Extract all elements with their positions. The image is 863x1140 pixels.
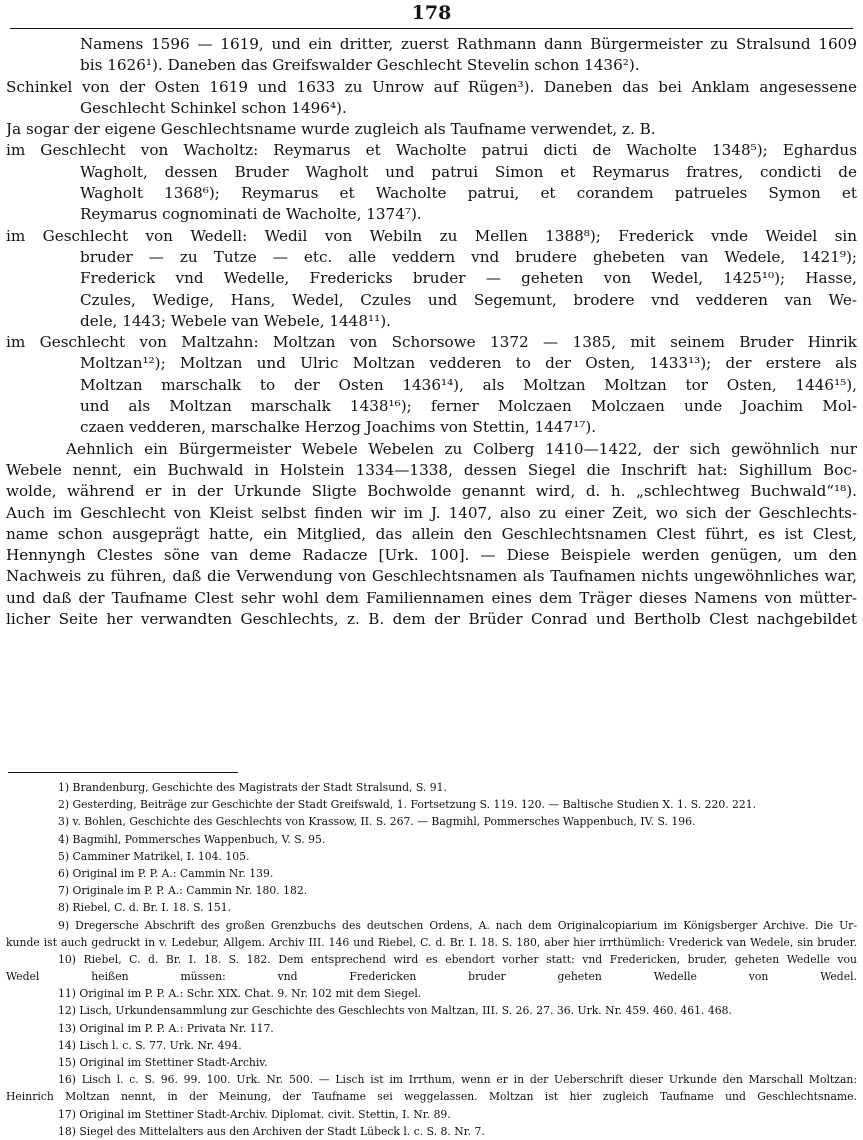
body-line: Schinkel von der Osten 1619 und 1633 zu Unrow auf Rügen³). Daneben das bei Anklam angesessene	[6, 77, 857, 96]
footnote-line: 15) Original im Stettiner Stadt-Archiv.	[58, 1056, 268, 1069]
body-line: im Geschlecht von Wacholtz: Reymarus et Wacholte patrui dicti de Wacholte 1348⁵); Eghardus	[6, 141, 857, 160]
body-line: czaen vedderen, marschalke Herzog Joachims von Stettin, 1447¹⁷).	[80, 418, 597, 437]
body-line: Namens 1596 — 1619, und ein dritter, zuerst Rathmann dann Bürgermeister zu Stralsund 1609	[80, 35, 857, 53]
body-line: wolde, während er in der Urkunde Sligte Bochwolde genannt wird, d. h. „schlechtweg Buchwald“¹⁸).	[6, 482, 857, 501]
footnote-line: 6) Original im P. P. A.: Cammin Nr. 139.	[58, 866, 274, 880]
body-line: und daß der Taufname Clest sehr wohl dem Familiennamen eines dem Träger dieses Namens von mütter-	[6, 588, 857, 607]
body-line: Moltzan¹²); Moltzan und Ulric Moltzan vedderen to der Osten, 1433¹³); der erstere als	[80, 354, 857, 373]
footnote-line: 16) Lisch l. c. S. 96. 99. 100. Urk. Nr. 500. — Lisch ist im Irrthum, wenn er in der Ueberschrift dieser Urkunde den Marschall Moltzan:	[58, 1073, 857, 1087]
footnotes	[6, 779, 857, 1140]
footnote-line: 17) Original im Stettiner Stadt-Archiv. Diplomat. civit. Stettin, I. Nr. 89.	[58, 1107, 451, 1121]
body-line: bruder — zu Tutze — etc. alle veddern vnd brudere ghebeten van Wedele, 1421⁹);	[80, 247, 857, 266]
body-line: Aehnlich ein Bürgermeister Webele Webelen zu Colberg 1410—1422, der sich gewöhnlich nur	[66, 439, 857, 458]
footnote-line: Heinrich Moltzan nennt, in der Meinung, der Taufname sei weggelassen. Moltzan ist hier zugleich Taufname und Geschlechtsname.	[6, 1090, 857, 1104]
body-line: Ja sogar der eigene Geschlechtsname wurde zugleich als Taufname verwendet, z. B.	[6, 120, 656, 139]
footnote-line: 2) Gesterding, Beiträge zur Geschichte der Stadt Greifswald, 1. Fortsetzung S. 119. 120. — Baltische Studien X. 1. S. 220. 221.	[58, 798, 757, 812]
footnote-line: Wedel heißen müssen: vnd Fredericken bruder geheten Wedelle von Wedel.	[6, 970, 857, 984]
body-text	[6, 34, 857, 630]
body-line: Nachweis zu führen, daß die Verwendung von Geschlechtsnamen als Taufnamen nichts ungewöhnliches war,	[6, 567, 857, 586]
footnote-line: 5) Camminer Matrikel, I. 104. 105.	[58, 849, 250, 863]
footnote-line: 4) Bagmihl, Pommersches Wappenbuch, V. S. 95.	[58, 832, 326, 846]
footnote-line: 10) Riebel, C. d. Br. I. 18. S. 182. Dem entsprechend wird es ebendort vorher statt: vnd Fredericken, bruder, geheten Wedelle vou	[58, 952, 857, 966]
body-line: Reymarus cognominati de Wacholte, 1374⁷).	[80, 205, 422, 224]
page-number: 178	[411, 2, 452, 24]
body-line: Webele nennt, ein Buchwald in Holstein 1334—1338, dessen Siegel die Inschrift hat: Sighillum Boc-	[6, 460, 857, 479]
footnote-rule	[8, 772, 238, 773]
header-rule	[10, 28, 853, 29]
body-line: Geschlecht Schinkel schon 1496⁴).	[80, 98, 347, 117]
footnote-line: 11) Original im P. P. A.: Schr. XIX. Chat. 9. Nr. 102 mit dem Siegel.	[58, 987, 422, 1001]
footnote-line: 1) Brandenburg, Geschichte des Magistrats der Stadt Stralsund, S. 91.	[58, 781, 447, 794]
body-line: im Geschlecht von Wedell: Wedil von Webiln zu Mellen 1388⁸); Frederick vnde Weidel sin	[6, 226, 857, 245]
body-line: Moltzan marschalk to der Osten 1436¹⁴), als Moltzan Moltzan tor Osten, 1446¹⁵),	[80, 375, 857, 394]
footnote-line: 3) v. Bohlen, Geschichte des Geschlechts von Krassow, II. S. 267. — Bagmihl, Pommersches Wappenbuch, IV. S. 196.	[58, 815, 696, 829]
body-line: Auch im Geschlecht von Kleist selbst finden wir im J. 1407, also zu einer Zeit, wo sich der Geschlechts-	[6, 503, 857, 522]
footnote-line: 13) Original im P. P. A.: Privata Nr. 117.	[58, 1021, 274, 1035]
footnote-line: 18) Siegel des Mittelalters aus den Archiven der Stadt Lübeck l. c. S. 8. Nr. 7.	[58, 1124, 485, 1138]
body-line: dele, 1443; Webele van Webele, 1448¹¹).	[80, 311, 391, 330]
body-line: name schon ausgeprägt hatte, ein Mitglied, das allein den Geschlechtsnamen Clest führt, es ist Clest,	[6, 524, 857, 543]
body-line: Wagholt, dessen Bruder Wagholt und patrui Simon et Reymarus fratres, condicti de	[80, 162, 857, 181]
body-line: Hennyngh Clestes söne van deme Radacze [Urk. 100]. — Diese Beispiele werden genügen, um den	[6, 546, 857, 565]
body-line: bis 1626¹). Daneben das Greifswalder Geschlecht Stevelin schon 1436²).	[80, 56, 640, 75]
body-line: im Geschlecht von Maltzahn: Moltzan von Schorsowe 1372 — 1385, mit seinem Bruder Hinrik	[6, 333, 857, 352]
footnote-line: 8) Riebel, C. d. Br. I. 18. S. 151.	[58, 901, 232, 915]
body-line: Wagholt 1368⁶); Reymarus et Wacholte patrui, et corandem patrueles Symon et	[80, 184, 857, 203]
footnote-line: kunde ist auch gedruckt in v. Ledebur, Allgem. Archiv III. 146 und Riebel, C. d. Br. I. 18. S. 180, aber hier irrthümlich: Vrederick van Wedele, sin bruder.	[6, 935, 857, 949]
footnote-line: 14) Lisch l. c. S. 77. Urk. Nr. 494.	[58, 1038, 242, 1052]
body-line: und als Moltzan marschalk 1438¹⁶); ferner Molczaen Molczaen unde Joachim Mol-	[80, 397, 857, 416]
footnote-line: 9) Dregersche Abschrift des großen Grenzbuchs des deutschen Ordens, A. nach dem Originalcopiarium im Königsberger Archive. Die Ur-	[58, 918, 857, 932]
body-line: licher Seite her verwandten Geschlechts, z. B. dem der Brüder Conrad und Bertholb Clest nachgebildet	[6, 610, 857, 629]
footnote-line: 12) Lisch, Urkundensammlung zur Geschichte des Geschlechts von Maltzan, III. S. 26. 27. 36. Urk. Nr. 459. 460. 461. 468.	[58, 1004, 732, 1018]
body-line: Frederick vnd Wedelle, Fredericks bruder — geheten von Wedel, 1425¹⁰); Hasse,	[80, 269, 857, 288]
body-line: Czules, Wedige, Hans, Wedel, Czules und Segemunt, brodere vnd vedderen van We-	[80, 290, 857, 309]
footnote-line: 7) Originale im P. P. A.: Cammin Nr. 180. 182.	[58, 884, 308, 898]
